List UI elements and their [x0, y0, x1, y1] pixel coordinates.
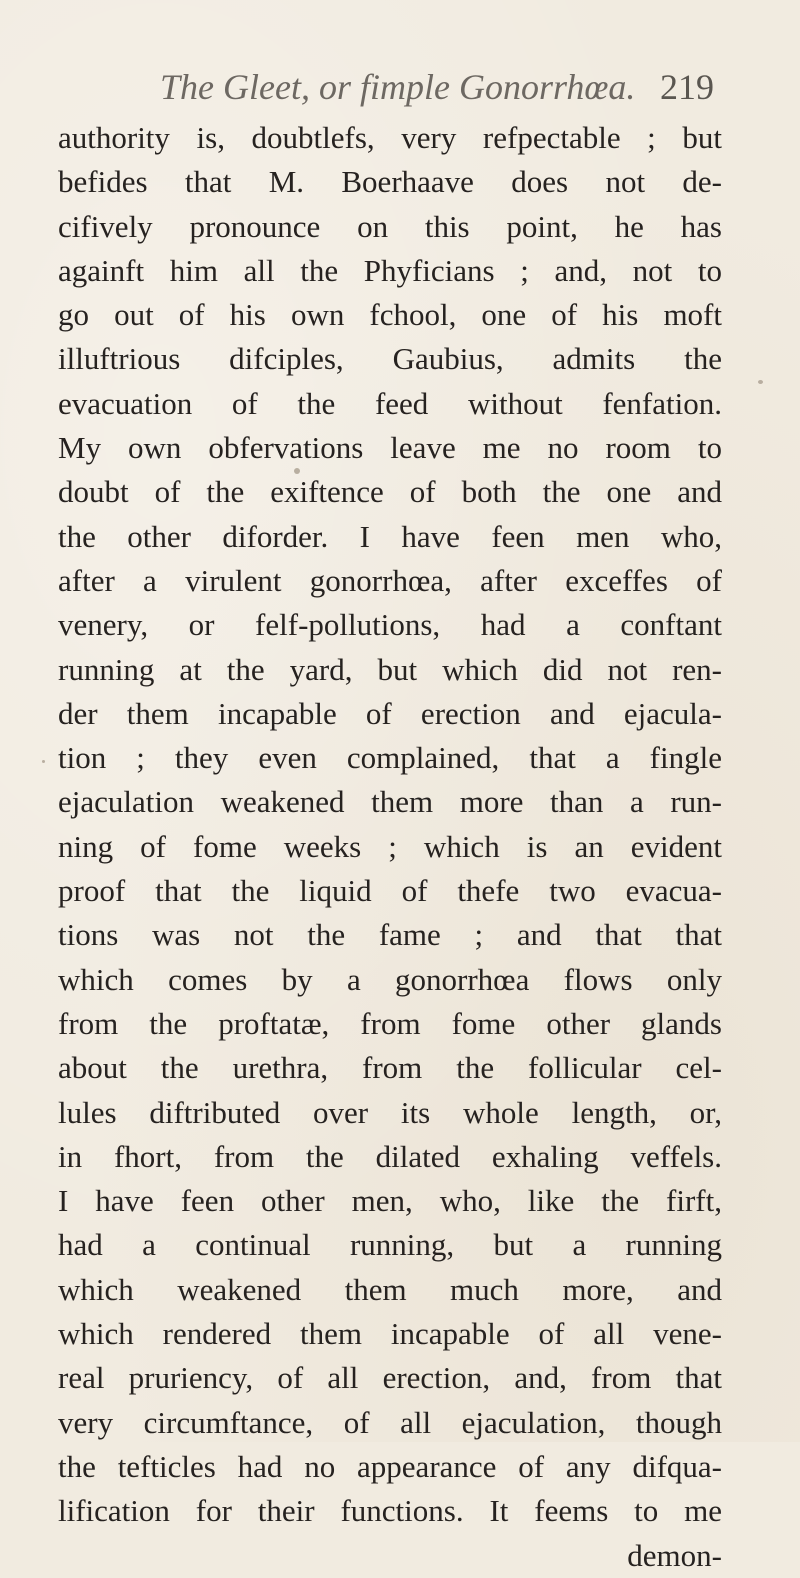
text-line: befides that M. Boerhaave does not de- [58, 164, 722, 200]
text-line: which rendered them incapable of all vene- [58, 1316, 722, 1352]
text-line: go out of his own fchool, one of his moft [58, 297, 722, 333]
page-number: 219 [660, 67, 714, 107]
text-line: proof that the liquid of thefe two evacua- [58, 873, 722, 909]
text-line: which comes by a gonorrhœa flows only [58, 961, 722, 997]
text-line: authority is, doubtlefs, very refpectable ; but [58, 120, 722, 155]
text-line: very circumftance, of all ejaculation, though [58, 1404, 722, 1440]
catchword-line: demon- [627, 1537, 722, 1573]
text-line: I have feen other men, who, like the firft, [58, 1183, 722, 1219]
text-line: illuftrious difciples, Gaubius, admits the [58, 341, 722, 377]
text-line: real pruriency, of all erection, and, from that [58, 1360, 722, 1396]
paper-speck [294, 468, 300, 474]
text-line: venery, or felf-pollutions, had a conftant [58, 607, 722, 643]
text-line: about the urethra, from the follicular cel- [58, 1050, 722, 1086]
text-line: the tefticles had no appearance of any difqua- [58, 1448, 722, 1484]
text-line: ejaculation weakened them more than a run- [58, 784, 722, 820]
text-line: running at the yard, but which did not ren- [58, 651, 722, 687]
running-head-title: The Gleet, or fimple Gonorrhœa. [160, 67, 636, 107]
text-line: againft him all the Phyficians ; and, not to [58, 252, 722, 288]
text-line: in fhort, from the dilated exhaling veffels. [58, 1138, 722, 1174]
text-line: which weakened them much more, and [58, 1271, 722, 1307]
text-line: after a virulent gonorrhœa, after exceffes of [58, 562, 722, 598]
text-line: from the proftatæ, from fome other glands [58, 1005, 722, 1041]
text-line: cifively pronounce on this point, he has [58, 208, 722, 244]
running-head [160, 66, 720, 116]
text-line: had a continual running, but a running [58, 1227, 722, 1263]
text-line: tions was not the fame ; and that that [58, 917, 722, 953]
body-text [58, 116, 722, 1578]
text-line: lules diftributed over its whole length, or, [58, 1094, 722, 1130]
text-line: lification for their functions. It feems to me [58, 1493, 722, 1529]
text-line: der them incapable of erection and ejacula- [58, 695, 722, 731]
text-line: the other diforder. I have feen men who, [58, 518, 722, 554]
paper-speck [758, 380, 763, 384]
text-line: tion ; they even complained, that a fingle [58, 740, 722, 776]
text-line: doubt of the exiftence of both the one and [58, 474, 722, 510]
paper-speck [42, 760, 45, 763]
text-line: evacuation of the feed without fenfation. [58, 385, 722, 421]
text-line: My own obfervations leave me no room to [58, 430, 722, 466]
text-line: ning of fome weeks ; which is an evident [58, 828, 722, 864]
